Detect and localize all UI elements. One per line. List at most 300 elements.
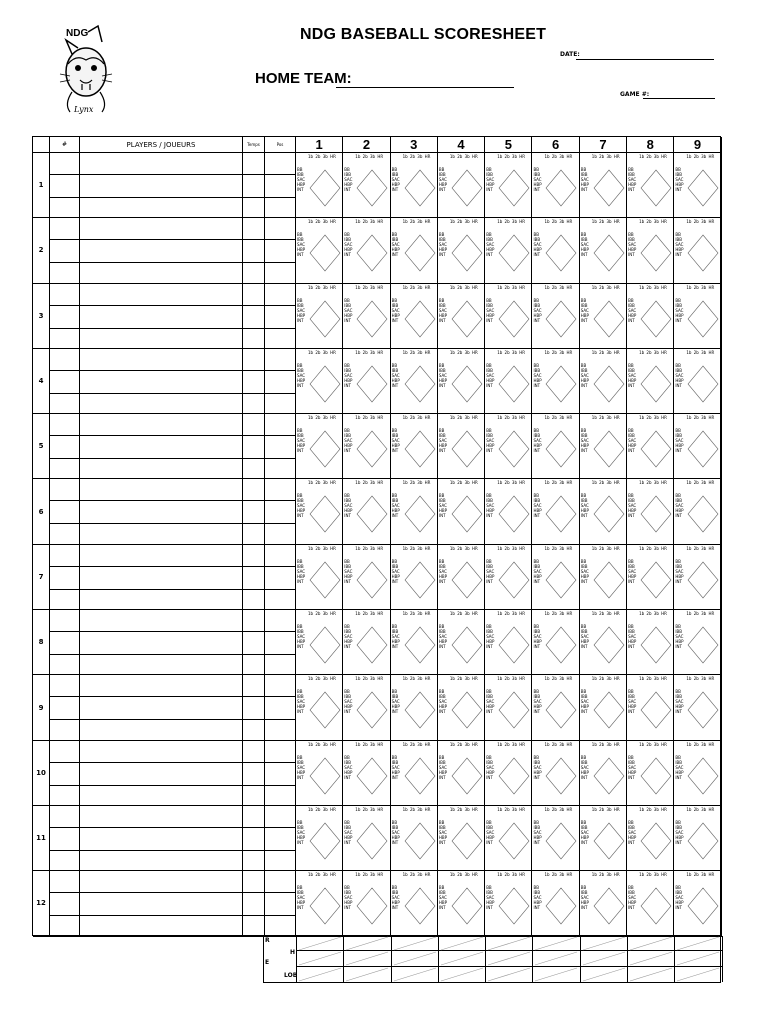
position-field[interactable] bbox=[265, 175, 295, 198]
at-bat-cell[interactable] bbox=[485, 806, 532, 871]
at-bat-cell[interactable] bbox=[438, 284, 485, 349]
jersey-number-field[interactable] bbox=[50, 175, 79, 198]
at-bat-cell[interactable] bbox=[296, 218, 343, 283]
position-field[interactable] bbox=[265, 284, 295, 306]
at-bat-cell[interactable] bbox=[532, 610, 579, 675]
time-field[interactable] bbox=[243, 828, 264, 851]
at-bat-cell[interactable] bbox=[532, 218, 579, 283]
at-bat-cell[interactable] bbox=[343, 479, 390, 544]
time-field[interactable] bbox=[243, 720, 264, 740]
at-bat-cell[interactable] bbox=[485, 741, 532, 806]
at-bat-cell[interactable] bbox=[391, 414, 438, 479]
position-field[interactable] bbox=[265, 851, 295, 871]
at-bat-cell[interactable] bbox=[580, 806, 627, 871]
time-field[interactable] bbox=[243, 436, 264, 459]
at-bat-cell[interactable] bbox=[343, 741, 390, 806]
player-name-field[interactable] bbox=[80, 284, 242, 306]
at-bat-cell[interactable] bbox=[391, 675, 438, 740]
position-field[interactable] bbox=[265, 501, 295, 524]
position-field[interactable] bbox=[265, 240, 295, 263]
on-base-codes bbox=[675, 885, 683, 910]
jersey-number-field[interactable] bbox=[50, 590, 79, 610]
on-base-code: HBP bbox=[580, 639, 589, 645]
player-name-field[interactable] bbox=[80, 851, 242, 871]
player-name-field[interactable] bbox=[80, 806, 242, 828]
position-field[interactable] bbox=[265, 198, 295, 218]
at-bat-cell[interactable] bbox=[343, 414, 390, 479]
at-bat-cell[interactable] bbox=[438, 218, 485, 283]
at-bat-cell[interactable] bbox=[391, 218, 438, 283]
at-bat-cell[interactable] bbox=[580, 871, 627, 936]
player-name-field[interactable] bbox=[80, 218, 242, 240]
at-bat-cell[interactable] bbox=[580, 349, 627, 414]
position-field[interactable] bbox=[265, 349, 295, 371]
time-field[interactable] bbox=[243, 371, 264, 394]
time-field[interactable] bbox=[243, 218, 264, 240]
at-bat-cell[interactable] bbox=[580, 414, 627, 479]
player-name-field[interactable] bbox=[80, 655, 242, 675]
at-bat-cell[interactable] bbox=[296, 741, 343, 806]
jersey-number-field[interactable] bbox=[50, 349, 79, 371]
at-bat-cell[interactable] bbox=[627, 153, 674, 218]
time-field[interactable] bbox=[243, 198, 264, 218]
at-bat-cell[interactable] bbox=[296, 806, 343, 871]
position-field[interactable] bbox=[265, 871, 295, 893]
at-bat-cell[interactable] bbox=[580, 610, 627, 675]
at-bat-cell[interactable] bbox=[532, 871, 579, 936]
at-bat-cell[interactable] bbox=[580, 675, 627, 740]
time-field[interactable] bbox=[243, 675, 264, 697]
jersey-number-field[interactable] bbox=[50, 263, 79, 283]
time-field[interactable] bbox=[243, 871, 264, 893]
time-field[interactable] bbox=[243, 741, 264, 763]
time-field[interactable] bbox=[243, 806, 264, 828]
lob-field[interactable] bbox=[439, 967, 485, 982]
player-name-field[interactable] bbox=[80, 349, 242, 371]
time-field[interactable] bbox=[243, 567, 264, 590]
position-field[interactable] bbox=[265, 479, 295, 501]
on-base-code: IBB bbox=[533, 237, 541, 243]
at-bat-cell[interactable] bbox=[343, 675, 390, 740]
jersey-number-field[interactable] bbox=[50, 632, 79, 655]
date-field[interactable] bbox=[576, 59, 714, 60]
lob-field[interactable] bbox=[344, 967, 390, 982]
on-base-code: SAC bbox=[628, 764, 637, 770]
at-bat-cell[interactable] bbox=[532, 479, 579, 544]
player-name-field[interactable] bbox=[80, 240, 242, 263]
runs-hits-field[interactable] bbox=[628, 936, 674, 951]
at-bat-cell[interactable] bbox=[627, 414, 674, 479]
on-base-code: HBP bbox=[391, 834, 400, 840]
at-bat-cell[interactable] bbox=[438, 741, 485, 806]
jersey-number-field[interactable] bbox=[50, 479, 79, 501]
inning-totals-2 bbox=[344, 936, 391, 982]
at-bat-cell[interactable] bbox=[296, 153, 343, 218]
jersey-number-field[interactable] bbox=[50, 284, 79, 306]
at-bat-cell[interactable] bbox=[627, 545, 674, 610]
at-bat-cell[interactable] bbox=[627, 806, 674, 871]
at-bat-cell[interactable] bbox=[674, 414, 721, 479]
at-bat-cell[interactable] bbox=[438, 871, 485, 936]
on-base-code: SAC bbox=[438, 307, 447, 313]
time-field[interactable] bbox=[243, 459, 264, 479]
position-field[interactable] bbox=[265, 806, 295, 828]
player-name-field[interactable] bbox=[80, 786, 242, 806]
time-field[interactable] bbox=[243, 394, 264, 414]
at-bat-cell[interactable] bbox=[438, 610, 485, 675]
time-field[interactable] bbox=[243, 893, 264, 916]
errors-field[interactable] bbox=[581, 951, 627, 967]
player-name-field[interactable] bbox=[80, 871, 242, 893]
errors-field[interactable] bbox=[675, 951, 721, 967]
jersey-number-field[interactable] bbox=[50, 806, 79, 828]
base-diamond-icon bbox=[686, 821, 720, 861]
time-field[interactable] bbox=[243, 610, 264, 632]
on-base-codes bbox=[628, 885, 636, 910]
runs-hits-field[interactable] bbox=[675, 936, 721, 951]
jersey-number-field[interactable] bbox=[50, 697, 79, 720]
position-field[interactable] bbox=[265, 218, 295, 240]
time-field[interactable] bbox=[243, 263, 264, 283]
at-bat-cell[interactable] bbox=[438, 675, 485, 740]
errors-field[interactable] bbox=[533, 951, 579, 967]
player-name-field[interactable] bbox=[80, 675, 242, 697]
on-base-codes bbox=[581, 493, 589, 518]
player-name-field[interactable] bbox=[80, 763, 242, 786]
position-field[interactable] bbox=[265, 394, 295, 414]
on-base-code: BB bbox=[486, 754, 492, 760]
player-name-field[interactable] bbox=[80, 394, 242, 414]
player-name-field[interactable] bbox=[80, 590, 242, 610]
position-field[interactable] bbox=[265, 763, 295, 786]
runs-hits-field[interactable] bbox=[297, 936, 343, 951]
at-bat-cell[interactable] bbox=[343, 806, 390, 871]
player-name-field[interactable] bbox=[80, 545, 242, 567]
at-bat-cell[interactable] bbox=[580, 545, 627, 610]
jersey-number-field[interactable] bbox=[50, 436, 79, 459]
player-name-field[interactable] bbox=[80, 741, 242, 763]
at-bat-cell[interactable] bbox=[391, 349, 438, 414]
player-name-field[interactable] bbox=[80, 893, 242, 916]
at-bat-cell[interactable] bbox=[391, 545, 438, 610]
at-bat-cell[interactable] bbox=[580, 218, 627, 283]
at-bat-cell[interactable] bbox=[296, 284, 343, 349]
player-name-field[interactable] bbox=[80, 501, 242, 524]
at-bat-cell[interactable] bbox=[296, 414, 343, 479]
at-bat-cell[interactable] bbox=[485, 153, 532, 218]
jersey-number-field[interactable] bbox=[50, 655, 79, 675]
player-name-field[interactable] bbox=[80, 567, 242, 590]
at-bat-cell[interactable] bbox=[438, 479, 485, 544]
at-bat-cell[interactable] bbox=[391, 284, 438, 349]
time-field[interactable] bbox=[243, 524, 264, 544]
at-bat-cell[interactable] bbox=[674, 218, 721, 283]
time-field[interactable] bbox=[243, 655, 264, 675]
position-field[interactable] bbox=[265, 590, 295, 610]
jersey-number-field[interactable] bbox=[50, 893, 79, 916]
position-field[interactable] bbox=[265, 916, 295, 936]
time-field[interactable] bbox=[243, 786, 264, 806]
lob-field[interactable] bbox=[675, 967, 721, 982]
at-bat-cell[interactable] bbox=[580, 153, 627, 218]
jersey-number-field[interactable] bbox=[50, 153, 79, 175]
time-field[interactable] bbox=[243, 284, 264, 306]
at-bat-cell[interactable] bbox=[532, 153, 579, 218]
jersey-number-field[interactable] bbox=[50, 371, 79, 394]
time-field[interactable] bbox=[243, 763, 264, 786]
player-name-field[interactable] bbox=[80, 329, 242, 349]
inning-header-6: 6 bbox=[532, 137, 579, 153]
at-bat-cell[interactable] bbox=[296, 675, 343, 740]
time-field[interactable] bbox=[243, 153, 264, 175]
position-field[interactable] bbox=[265, 632, 295, 655]
lob-field[interactable] bbox=[297, 967, 343, 982]
jersey-number-field[interactable] bbox=[50, 567, 79, 590]
player-name-field[interactable] bbox=[80, 632, 242, 655]
at-bat-cell[interactable] bbox=[485, 545, 532, 610]
jersey-number-field[interactable] bbox=[50, 610, 79, 632]
position-field[interactable] bbox=[265, 371, 295, 394]
lob-field[interactable] bbox=[581, 967, 627, 982]
at-bat-cell[interactable] bbox=[391, 610, 438, 675]
lob-field[interactable] bbox=[533, 967, 579, 982]
at-bat-cell[interactable] bbox=[674, 153, 721, 218]
player-name-field[interactable] bbox=[80, 828, 242, 851]
time-field[interactable] bbox=[243, 501, 264, 524]
at-bat-cell[interactable] bbox=[485, 479, 532, 544]
at-bat-cell[interactable] bbox=[438, 806, 485, 871]
at-bat-cell[interactable] bbox=[627, 284, 674, 349]
player-name-field[interactable] bbox=[80, 306, 242, 329]
runs-hits-field[interactable] bbox=[344, 936, 390, 951]
time-field[interactable] bbox=[243, 240, 264, 263]
player-name-field[interactable] bbox=[80, 610, 242, 632]
jersey-number-field[interactable] bbox=[50, 916, 79, 936]
jersey-number-field[interactable] bbox=[50, 786, 79, 806]
at-bat-cell[interactable] bbox=[627, 675, 674, 740]
at-bat-cell[interactable] bbox=[580, 741, 627, 806]
position-field[interactable] bbox=[265, 414, 295, 436]
jersey-number-field[interactable] bbox=[50, 720, 79, 740]
jersey-number-field[interactable] bbox=[50, 828, 79, 851]
position-field[interactable] bbox=[265, 697, 295, 720]
jersey-number-field[interactable] bbox=[50, 501, 79, 524]
player-name-field[interactable] bbox=[80, 459, 242, 479]
player-name-field[interactable] bbox=[80, 414, 242, 436]
on-base-code: BB bbox=[297, 689, 303, 695]
at-bat-cell[interactable] bbox=[532, 414, 579, 479]
at-bat-cell[interactable] bbox=[391, 741, 438, 806]
at-bat-cell[interactable] bbox=[627, 479, 674, 544]
errors-field[interactable] bbox=[486, 951, 532, 967]
errors-field[interactable] bbox=[344, 951, 390, 967]
at-bat-cell[interactable] bbox=[532, 741, 579, 806]
at-bat-cell[interactable] bbox=[532, 284, 579, 349]
at-bat-cell[interactable] bbox=[343, 349, 390, 414]
on-base-code: INT bbox=[580, 187, 588, 192]
at-bat-cell[interactable] bbox=[674, 806, 721, 871]
at-bat-cell[interactable] bbox=[391, 479, 438, 544]
jersey-number-field[interactable] bbox=[50, 545, 79, 567]
jersey-number-field[interactable] bbox=[50, 240, 79, 263]
at-bat-cell[interactable] bbox=[485, 871, 532, 936]
player-name-field[interactable] bbox=[80, 697, 242, 720]
errors-field[interactable] bbox=[392, 951, 438, 967]
at-bat-cell[interactable] bbox=[391, 871, 438, 936]
position-field[interactable] bbox=[265, 610, 295, 632]
jersey-number-field[interactable] bbox=[50, 741, 79, 763]
at-bat-cell[interactable] bbox=[532, 545, 579, 610]
runs-hits-field[interactable] bbox=[439, 936, 485, 951]
at-bat-cell[interactable] bbox=[296, 610, 343, 675]
at-bat-cell[interactable] bbox=[391, 806, 438, 871]
at-bat-cell[interactable] bbox=[627, 610, 674, 675]
at-bat-cell[interactable] bbox=[674, 610, 721, 675]
position-field[interactable] bbox=[265, 436, 295, 459]
at-bat-cell[interactable] bbox=[532, 349, 579, 414]
at-bat-cell[interactable] bbox=[391, 153, 438, 218]
position-field[interactable] bbox=[265, 545, 295, 567]
time-field[interactable] bbox=[243, 414, 264, 436]
at-bat-cell[interactable] bbox=[674, 741, 721, 806]
runs-hits-field[interactable] bbox=[486, 936, 532, 951]
at-bat-cell[interactable] bbox=[627, 218, 674, 283]
at-bat-cell[interactable] bbox=[438, 153, 485, 218]
at-bat-cell[interactable] bbox=[627, 871, 674, 936]
player-name-field[interactable] bbox=[80, 720, 242, 740]
player-name-field[interactable] bbox=[80, 153, 242, 175]
jersey-number-field[interactable] bbox=[50, 198, 79, 218]
jersey-number-field[interactable] bbox=[50, 218, 79, 240]
at-bat-cell[interactable] bbox=[296, 349, 343, 414]
jersey-number-field[interactable] bbox=[50, 851, 79, 871]
at-bat-cell[interactable] bbox=[438, 414, 485, 479]
position-field[interactable] bbox=[265, 675, 295, 697]
jersey-number-field[interactable] bbox=[50, 763, 79, 786]
at-bat-cell[interactable] bbox=[485, 349, 532, 414]
game-number-field[interactable] bbox=[643, 98, 715, 99]
player-name-field[interactable] bbox=[80, 436, 242, 459]
player-name-field[interactable] bbox=[80, 479, 242, 501]
on-base-code: HBP bbox=[486, 704, 495, 710]
at-bat-cell[interactable] bbox=[485, 218, 532, 283]
at-bat-cell[interactable] bbox=[627, 349, 674, 414]
position-field[interactable] bbox=[265, 567, 295, 590]
position-field[interactable] bbox=[265, 741, 295, 763]
position-field[interactable] bbox=[265, 263, 295, 283]
time-field[interactable] bbox=[243, 632, 264, 655]
player-name-field[interactable] bbox=[80, 371, 242, 394]
at-bat-cell[interactable] bbox=[438, 349, 485, 414]
at-bat-cell[interactable] bbox=[343, 218, 390, 283]
lob-field[interactable] bbox=[628, 967, 674, 982]
time-field[interactable] bbox=[243, 545, 264, 567]
time-field[interactable] bbox=[243, 916, 264, 936]
time-field[interactable] bbox=[243, 329, 264, 349]
player-name-field[interactable] bbox=[80, 175, 242, 198]
at-bat-cell[interactable] bbox=[532, 806, 579, 871]
home-team-field[interactable] bbox=[336, 87, 514, 88]
base-diamond-icon bbox=[686, 299, 720, 339]
runs-hits-field[interactable] bbox=[392, 936, 438, 951]
position-field[interactable] bbox=[265, 720, 295, 740]
time-field[interactable] bbox=[243, 349, 264, 371]
at-bat-cell[interactable] bbox=[485, 610, 532, 675]
player-name-field[interactable] bbox=[80, 524, 242, 544]
at-bat-cell[interactable] bbox=[674, 349, 721, 414]
at-bat-cell[interactable] bbox=[296, 479, 343, 544]
at-bat-cell[interactable] bbox=[343, 545, 390, 610]
at-bat-cell[interactable] bbox=[674, 675, 721, 740]
jersey-number-field[interactable] bbox=[50, 871, 79, 893]
lob-field[interactable] bbox=[392, 967, 438, 982]
jersey-number-field[interactable] bbox=[50, 524, 79, 544]
position-field[interactable] bbox=[265, 893, 295, 916]
at-bat-cell[interactable] bbox=[343, 871, 390, 936]
time-field[interactable] bbox=[243, 306, 264, 329]
lob-field[interactable] bbox=[486, 967, 532, 982]
at-bat-cell[interactable] bbox=[485, 414, 532, 479]
at-bat-cell[interactable] bbox=[674, 545, 721, 610]
time-field[interactable] bbox=[243, 479, 264, 501]
at-bat-cell[interactable] bbox=[532, 675, 579, 740]
at-bat-cell[interactable] bbox=[438, 545, 485, 610]
position-field[interactable] bbox=[265, 306, 295, 329]
at-bat-cell[interactable] bbox=[485, 675, 532, 740]
at-bat-cell[interactable] bbox=[674, 871, 721, 936]
at-bat-cell[interactable] bbox=[343, 153, 390, 218]
jersey-number-field[interactable] bbox=[50, 306, 79, 329]
player-name-field[interactable] bbox=[80, 263, 242, 283]
player-name-field[interactable] bbox=[80, 916, 242, 936]
at-bat-cell[interactable] bbox=[296, 545, 343, 610]
position-field[interactable] bbox=[265, 459, 295, 479]
at-bat-cell[interactable] bbox=[674, 284, 721, 349]
player-name-field[interactable] bbox=[80, 198, 242, 218]
runs-hits-field[interactable] bbox=[581, 936, 627, 951]
position-field[interactable] bbox=[265, 153, 295, 175]
jersey-number-field[interactable] bbox=[50, 394, 79, 414]
on-base-codes bbox=[392, 885, 400, 910]
time-field[interactable] bbox=[243, 697, 264, 720]
position-field[interactable] bbox=[265, 786, 295, 806]
jersey-number-field[interactable] bbox=[50, 414, 79, 436]
jersey-number-field[interactable] bbox=[50, 459, 79, 479]
at-bat-cell[interactable] bbox=[580, 479, 627, 544]
jersey-number-field[interactable] bbox=[50, 675, 79, 697]
at-bat-cell[interactable] bbox=[580, 284, 627, 349]
time-field[interactable] bbox=[243, 175, 264, 198]
position-field[interactable] bbox=[265, 828, 295, 851]
runs-hits-field[interactable] bbox=[533, 936, 579, 951]
errors-field[interactable] bbox=[297, 951, 343, 967]
errors-field[interactable] bbox=[628, 951, 674, 967]
time-field[interactable] bbox=[243, 590, 264, 610]
position-field[interactable] bbox=[265, 329, 295, 349]
time-field[interactable] bbox=[243, 851, 264, 871]
errors-field[interactable] bbox=[439, 951, 485, 967]
base-diamond-icon bbox=[355, 494, 389, 534]
position-field[interactable] bbox=[265, 655, 295, 675]
at-bat-cell[interactable] bbox=[343, 284, 390, 349]
jersey-number-field[interactable] bbox=[50, 329, 79, 349]
at-bat-cell[interactable] bbox=[627, 741, 674, 806]
at-bat-cell[interactable] bbox=[674, 479, 721, 544]
at-bat-cell[interactable] bbox=[343, 610, 390, 675]
at-bat-cell[interactable] bbox=[296, 871, 343, 936]
position-field[interactable] bbox=[265, 524, 295, 544]
at-bat-cell[interactable] bbox=[485, 284, 532, 349]
